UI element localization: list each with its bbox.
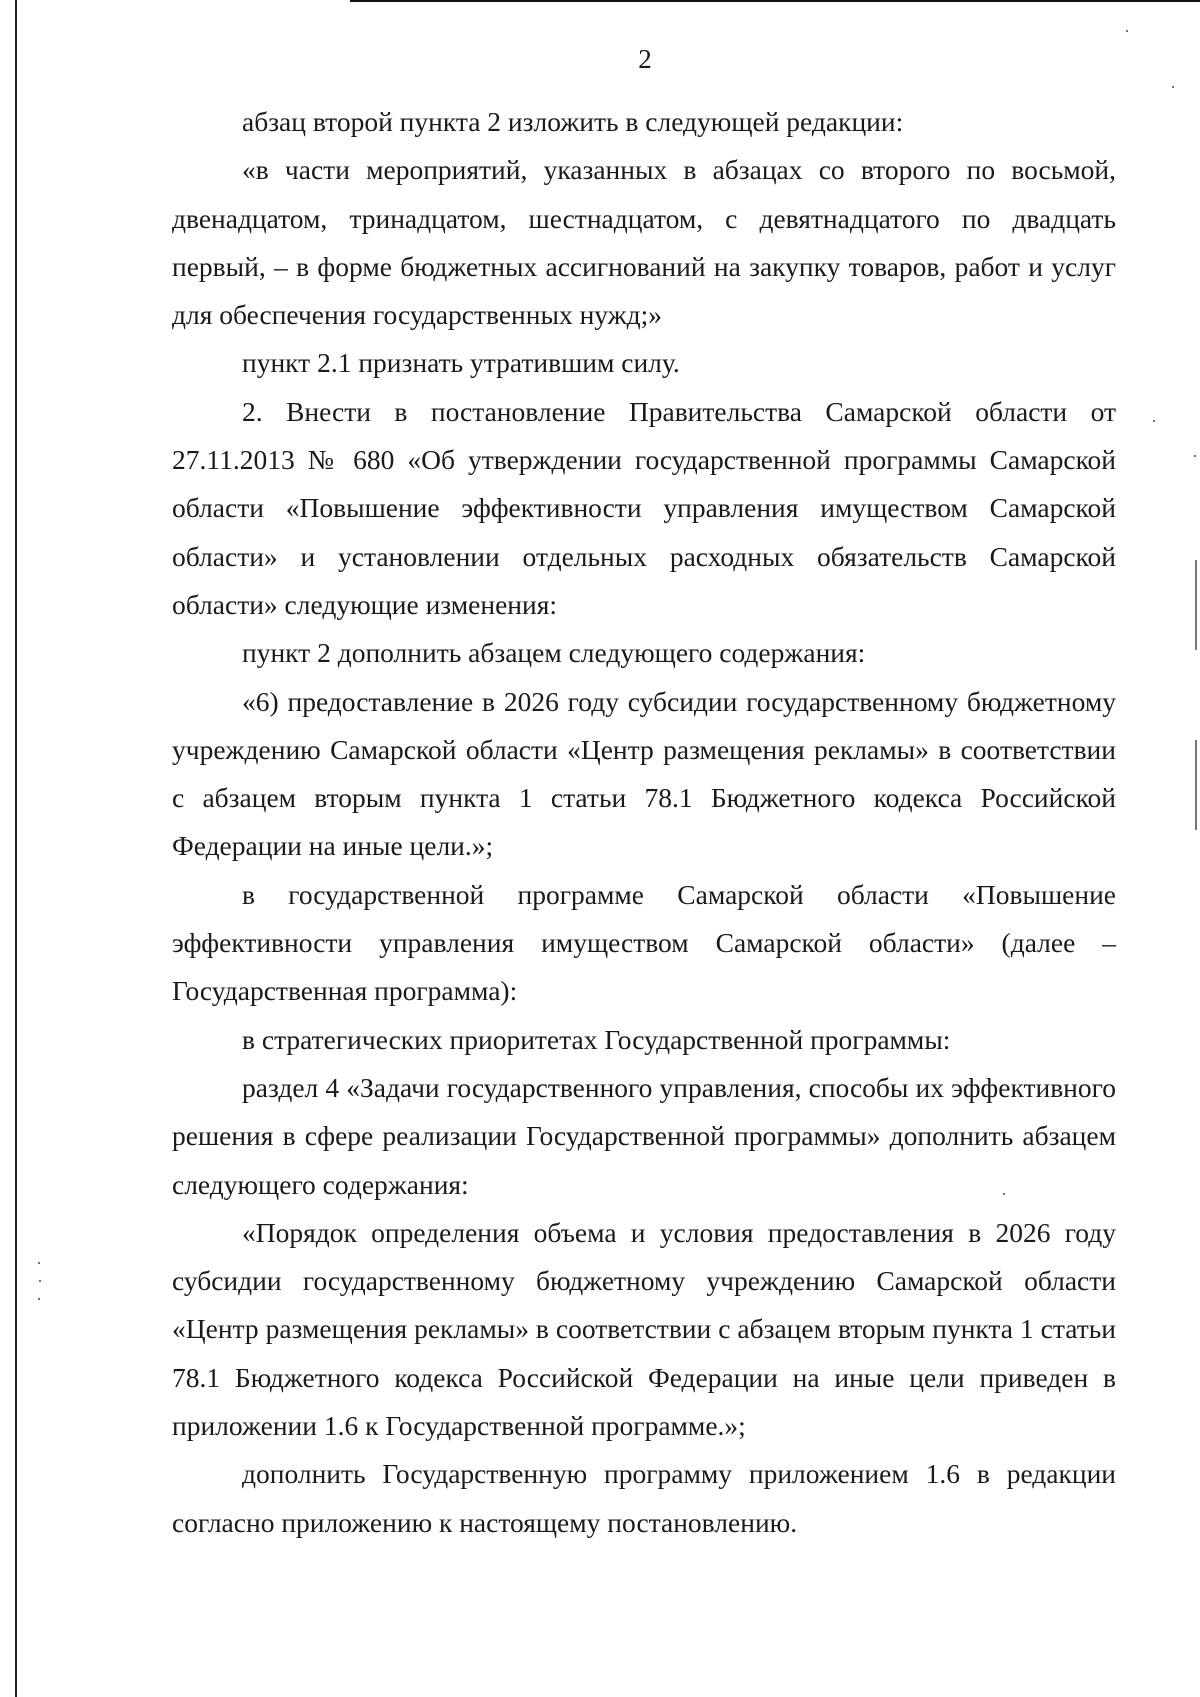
paragraph: абзац второй пункта 2 изложить в следующей редакции: <box>242 106 904 137</box>
scan-speck <box>39 1280 41 1282</box>
left-scan-edge <box>15 0 17 1697</box>
paragraph: пункт 2.1 признать утратившим силу. <box>242 347 680 379</box>
scan-speck <box>38 1298 40 1300</box>
document-body <box>172 98 1116 1547</box>
right-scan-mark <box>1195 560 1197 650</box>
paragraph: дополнить Государственную программу приложением 1.6 в редакции согласно приложению к настоящему постановлению. <box>172 1458 1116 1538</box>
top-border-line <box>350 0 1200 2</box>
right-scan-mark <box>1195 740 1197 830</box>
paragraph: 2. Внести в постановление Правительства Самарской области от 27.11.2013 № 680 «Об утверждении государственной программы Самарской области «Повышение эффективности управления имуществом Самарской области» и установлении отдельных расходных обязательств Самарской области» следующие изменения: <box>172 395 1116 620</box>
scan-speck <box>38 1262 40 1264</box>
paragraph: в стратегических приоритетах Государственной программы: <box>242 1023 951 1055</box>
paragraph: в государственной программе Самарской области «Повышение эффективности управления имуществом Самарской области» (далее – Государственная программа): <box>172 878 1116 1007</box>
paragraph: «в части мероприятий, указанных в абзацах со второго по восьмой, двенадцатом, тринадцатом, шестнадцатом, с девятнадцатого по двадцать первый, – в форме бюджетных ассигнований на закупку товаров, работ и услуг для обеспечения государственных нужд;» <box>172 154 1116 331</box>
paragraph: «Порядок определения объема и условия предоставления в 2026 году субсидии государственному бюджетному учреждению Самарской области «Центр размещения рекламы» в соответствии с абзацем вторым пункта 1 статьи 78.1 Бюджетного кодекса Российской Федерации на иные цели приведен в приложении 1.6 к Государственной программе.»; <box>172 1216 1116 1442</box>
scan-speck <box>1194 455 1196 457</box>
paragraph: «6) предоставление в 2026 году субсидии государственному бюджетному учреждению Самарской области «Центр размещения рекламы» в соответствии с абзацем вторым пункта 1 статьи 78.1 Бюджетного кодекса Российской Федерации на иные цели.»; <box>172 685 1116 862</box>
scan-speck <box>1153 420 1155 422</box>
page-number: 2 <box>638 44 652 74</box>
paragraph: пункт 2 дополнить абзацем следующего содержания: <box>242 637 866 669</box>
scan-speck <box>1126 30 1128 32</box>
paragraph: раздел 4 «Задачи государственного управления, способы их эффективного решения в сфере реализации Государственной программы» дополнить абзацем следующего содержания: <box>172 1071 1116 1200</box>
scan-speck <box>1172 86 1174 88</box>
